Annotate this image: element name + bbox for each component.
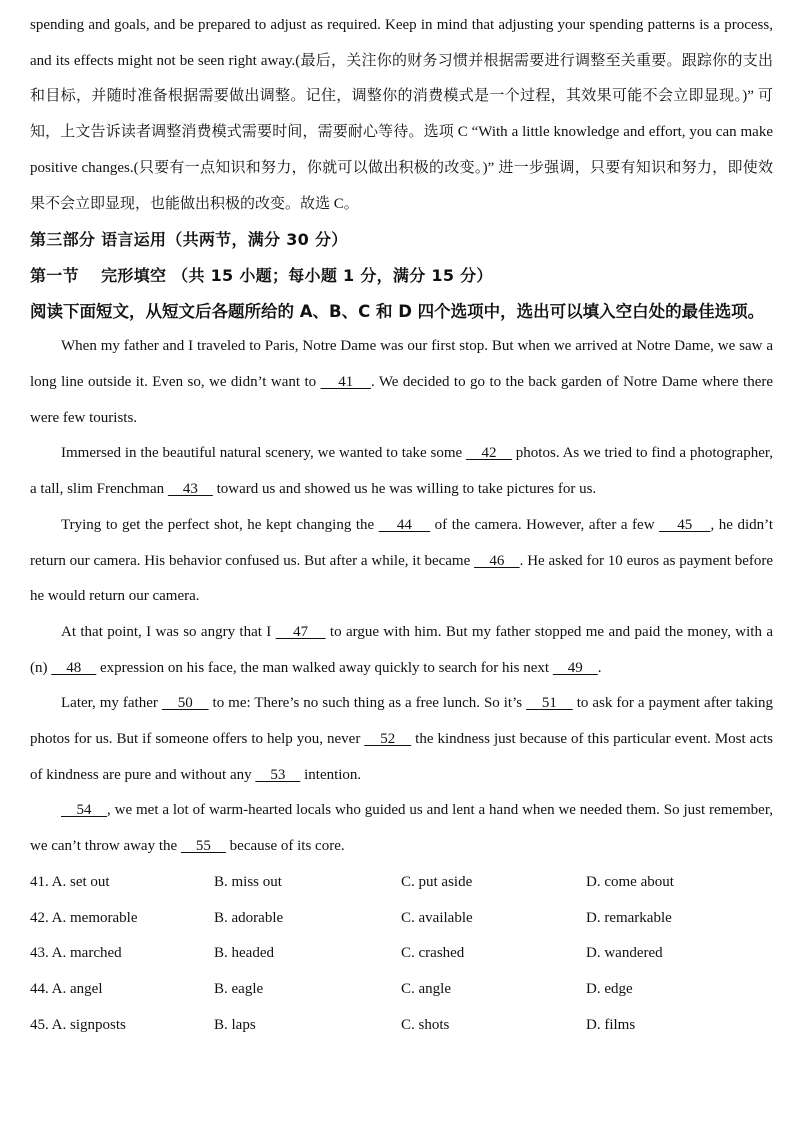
option-a: 42. A. memorable [30,909,138,926]
blank-41: 41 [320,374,371,391]
blank-52: 52 [364,731,412,748]
passage-text: to me: There’s no such thing as a free lunch. So it’s [208,695,527,712]
option-d: D. edge [586,980,633,997]
passage-text: , we met a lot of warm-hearted locals who guided us and lent a hand when we needed them. So just remember, we can’t throw away the [30,802,773,855]
option-b: B. headed [214,945,274,962]
passage-paragraph [30,615,773,686]
passage-paragraph [30,436,773,507]
blank-42: 42 [466,445,512,462]
passage-paragraph [30,329,773,436]
option-b: B. eagle [214,980,264,997]
option-b: B. miss out [214,873,282,890]
passage-text: to ask for a payment after taking photos for us. But if someone offers to help you, never [30,695,773,748]
passage-text: photos. As we tried to find a photographer, a tall, slim Frenchman [30,445,774,498]
passage-paragraph [30,686,773,793]
option-d: D. wandered [586,945,663,962]
option-a: 41. A. set out [30,873,110,890]
passage-text: Trying to get the perfect shot, he kept changing the [61,516,379,533]
passage-text: When my father and I traveled to Paris, Notre Dame was our first stop. But when we arrived at Notre Dame, we saw a long line outside it. Even so, we didn’t want to [30,338,773,391]
document-page [30,8,773,1043]
passage-text: Immersed in the beautiful natural scenery, we wanted to take some [61,445,467,462]
passage-text: . We decided to go to the back garden of Notre Dame where there were few tourists. [30,374,774,426]
passage-text: to argue with him. But my father stopped me and paid the money, with a (n) [30,623,773,676]
passage-text: of the camera. However, after a few [430,516,660,533]
option-d: D. films [586,1016,636,1033]
passage-text: the kindness just because of this particular event. Most acts of kindness are pure and without any [30,731,773,783]
option-a: 45. A. signposts [30,1016,126,1033]
passage-paragraph [30,508,773,615]
section-heading: 第一节 完形填空 （共 15 小题；每小题 1 分，满分 15 分） [30,265,493,285]
option-row [30,1008,773,1044]
option-a: 44. A. angel [30,980,103,997]
instructions: 阅读下面短文，从短文后各题所给的 A、B、C 和 D 四个选项中，选出可以填入空白处的最佳选项。 [30,301,765,321]
passage-text: because of its core. [225,838,345,855]
passage-text: . [597,659,602,676]
passage-text: expression on his face, the man walked away quickly to search for his next [96,659,553,676]
blank-49: 49 [552,659,598,676]
option-c: C. shots [401,1016,450,1033]
passage-paragraph [30,793,773,864]
part-heading: 第三部分 语言运用（共两节，满分 30 分） [30,230,348,250]
cloze-passage [30,329,773,865]
option-row [30,972,773,1008]
passage-text: , he didn’t return our camera. His behavior confused us. But after a while, it became [30,516,774,569]
option-a: 43. A. marched [30,945,122,962]
option-b: B. adorable [214,909,284,926]
passage-text: At that point, I was so angry that I [61,623,276,640]
passage-text: Later, my father [61,695,162,712]
option-row [30,901,773,937]
options-list [30,865,773,1044]
blank-46: 46 [474,552,520,569]
blank-51: 51 [526,695,573,712]
blank-47: 47 [275,623,326,640]
option-c: C. available [401,909,473,926]
blank-55: 55 [180,838,226,855]
option-row [30,865,773,901]
option-c: C. put aside [401,873,473,890]
blank-53: 53 [255,766,301,783]
option-c: C. angle [401,980,451,997]
option-row [30,936,773,972]
blank-54: 54 [61,802,107,819]
passage-text: intention. [300,766,362,783]
blank-43: 43 [167,481,213,498]
blank-50: 50 [161,695,209,712]
answer-explanation: spending and goals, and be prepared to adjust as required. Keep in mind that adjusting your spending patterns is a process, and its effects might not be seen right away.(最后，关注你的财务习惯并根据需要进行调整至关重要。跟踪你的支出和目标，并随时准备根据需要做出调整。记住，调整你的消费模式是一个过程，其效果可能不会立即显现。)” 可知，上文告诉读者调整消费模式需要时间，需要耐心等待。选项 C “With a little knowledge and effort, you can make positive changes.(只要有一点知识和努力，你就可以做出积极的改变。)” 进一步强调，只要有知识和努力，即使效果不会立即显现，也能做出积极的改变。故选 C。 [30,17,773,212]
option-b: B. laps [214,1016,256,1033]
blank-44: 44 [378,516,431,533]
option-c: C. crashed [401,945,465,962]
option-d: D. come about [586,873,674,890]
blank-45: 45 [659,516,711,533]
blank-48: 48 [51,659,97,676]
passage-text: . He asked for 10 euros as payment before he would return our camera. [30,552,774,605]
passage-text: toward us and showed us he was willing to take pictures for us. [212,481,597,498]
option-d: D. remarkable [586,909,672,926]
